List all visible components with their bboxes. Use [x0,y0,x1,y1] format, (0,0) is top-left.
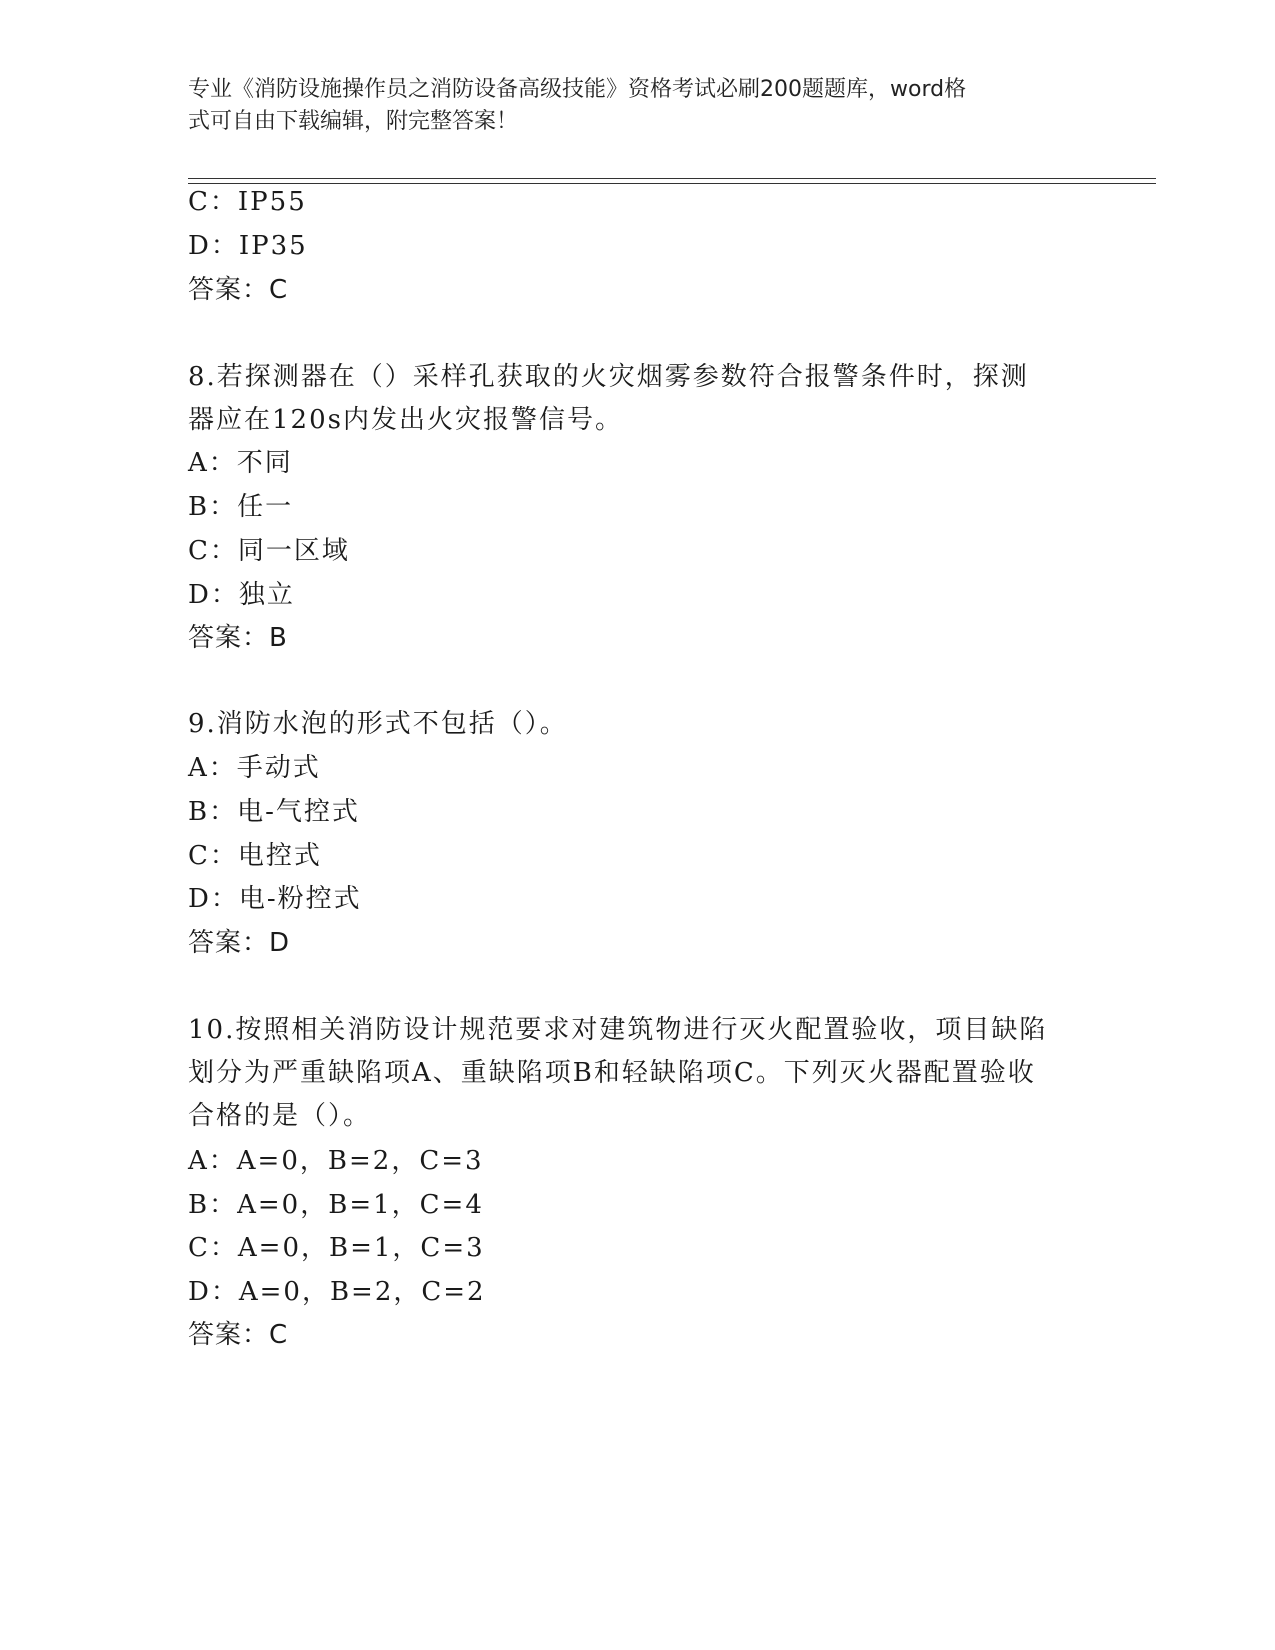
q8-option-d: D：独立 [188,580,295,610]
q10-answer: 答案：C [188,1320,289,1350]
prev-option-d: D：IP35 [188,231,308,261]
q10-option-a: A：A=0，B=2，C=3 [188,1146,484,1176]
header-divider-bottom [188,183,1156,184]
header-line-1: 专业《消防设施操作员之消防设备高级技能》资格考试必刷200题题库，word格 [188,77,967,102]
q10-option-c: C：A=0，B=1，C=3 [188,1233,485,1263]
q8-stem-line-1: 8.若探测器在（）采样孔获取的火灾烟雾参数符合报警条件时，探测 [188,362,1029,392]
q8-answer: 答案：B [188,623,288,653]
q9-option-c: C：电控式 [188,841,322,871]
q9-stem-line-1: 9.消防水泡的形式不包括（）。 [188,709,568,739]
q9-option-b: B：电-气控式 [188,797,360,827]
header-divider-top [188,178,1156,179]
q9-answer: 答案：D [188,928,291,958]
q8-option-a: A：不同 [188,448,293,478]
document-header [188,74,1088,138]
q8-stem-line-2: 器应在120s内发出火灾报警信号。 [188,405,623,435]
q10-option-d: D：A=0，B=2，C=2 [188,1277,486,1307]
q9-option-a: A：手动式 [188,753,321,783]
q10-option-b: B：A=0，B=1，C=4 [188,1190,484,1220]
header-line-2: 式可自由下载编辑，附完整答案！ [188,109,519,134]
prev-option-c: C：IP55 [188,187,307,217]
prev-answer: 答案：C [188,275,289,305]
q8-option-c: C：同一区域 [188,536,350,566]
q10-stem-line-1: 10.按照相关消防设计规范要求对建筑物进行灭火配置验收，项目缺陷 [188,1015,1048,1045]
q8-option-b: B：任一 [188,492,294,522]
q10-stem-line-2: 划分为严重缺陷项A、重缺陷项B和轻缺陷项C。下列灭火器配置验收 [188,1058,1036,1088]
q10-stem-line-3: 合格的是（）。 [188,1101,372,1131]
q9-option-d: D：电-粉控式 [188,884,362,914]
